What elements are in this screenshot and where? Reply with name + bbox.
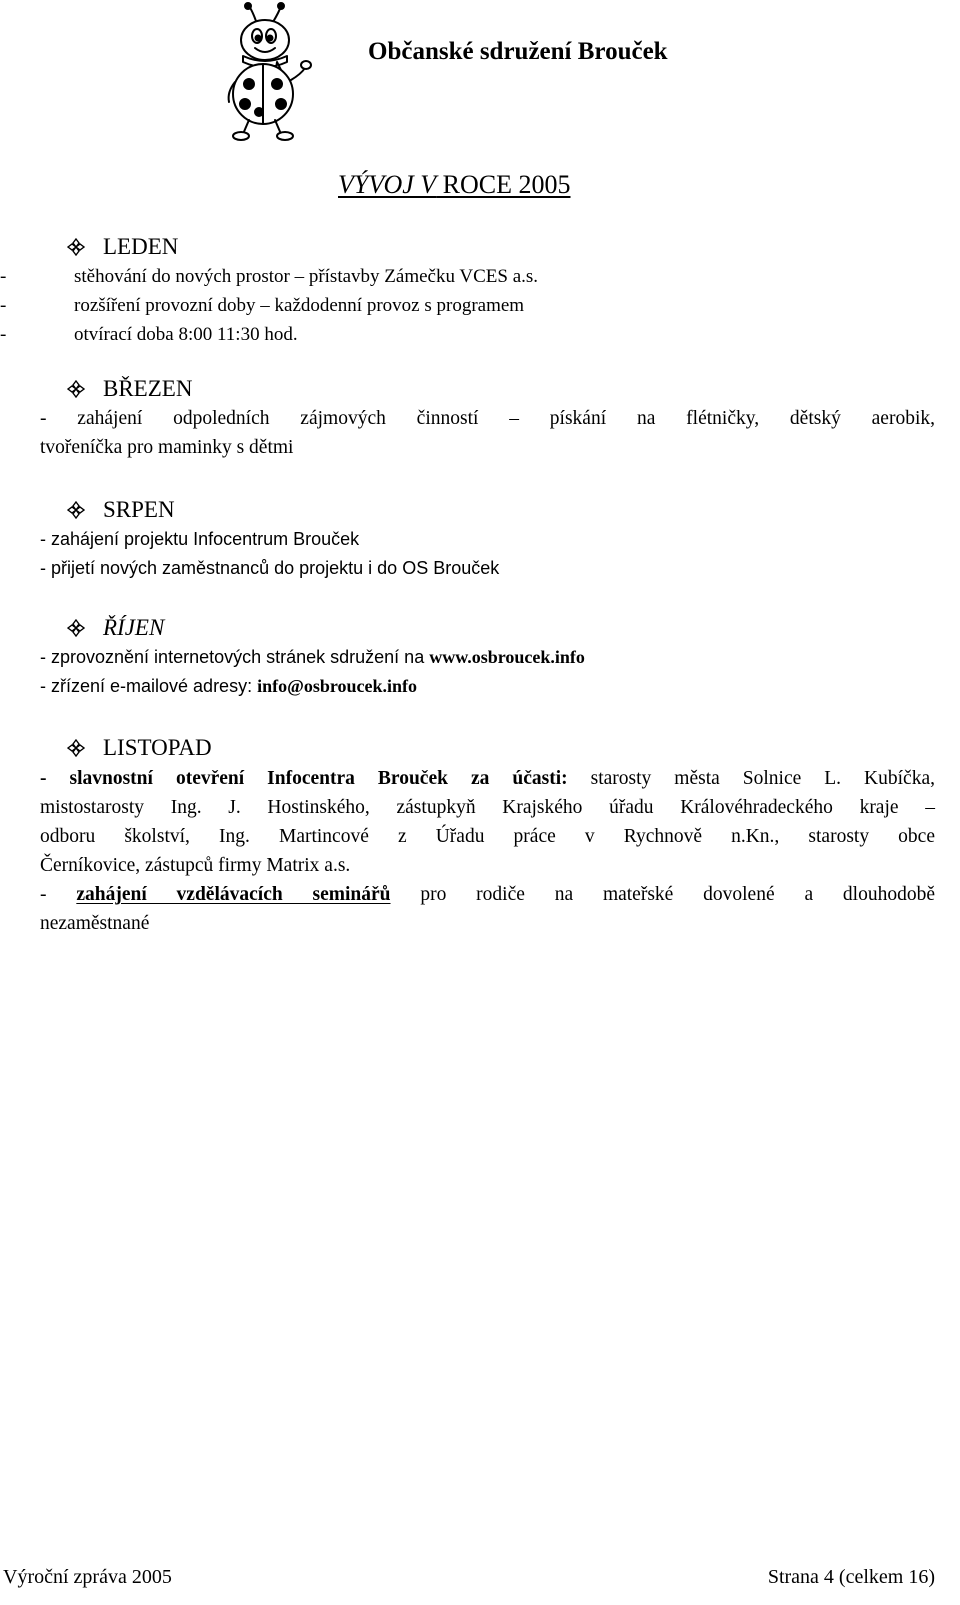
bold-phrase: zahájení vzdělávacích seminářů	[76, 884, 391, 905]
section-heading-srpen	[40, 495, 935, 525]
footer-report-title: Výroční zpráva 2005	[3, 1566, 172, 1588]
list-item	[40, 643, 935, 672]
organization-title: Občanské sdružení Brouček	[368, 38, 668, 65]
paragraph-line: Černíkovice, zástupců firmy Matrix a.s.	[40, 855, 351, 876]
paragraph-line	[40, 764, 935, 793]
diamond-bullet-icon	[67, 380, 85, 398]
page-title	[338, 170, 571, 200]
section-title: LISTOPAD	[103, 735, 212, 760]
list-item-text: - zřízení e-mailové adresy:	[40, 676, 258, 696]
section-title: LEDEN	[103, 234, 179, 259]
page-title-italic: VÝVOJ V	[338, 170, 437, 199]
list-item-text: otvírací doba 8:00 11:30 hod.	[74, 324, 298, 345]
dash: -	[40, 884, 77, 905]
list-item: - otvírací doba 8:00 11:30 hod.	[0, 324, 298, 345]
website-link: www.osbroucek.info	[429, 647, 585, 667]
paragraph-text: pro rodiče na mateřské dovolené a dlouhodobě	[390, 884, 935, 905]
section-listopad	[40, 733, 935, 938]
section-title: BŘEZEN	[103, 376, 193, 401]
diamond-bullet-icon	[67, 501, 85, 519]
diamond-bullet-icon	[67, 619, 85, 637]
section-srpen	[40, 495, 935, 583]
page-title-plain: ROCE 2005	[436, 170, 571, 199]
list-item: - stěhování do nových prostor – přístavby Zámečku VCES a.s.	[0, 266, 539, 287]
diamond-bullet-icon	[67, 739, 85, 757]
list-item	[40, 672, 935, 701]
section-brezen	[40, 374, 935, 462]
section-heading-listopad	[40, 733, 935, 763]
paragraph-text: starosty města Solnice L. Kubíčka,	[567, 768, 935, 789]
paragraph-line: odboru školství, Ing. Martincové z Úřadu práce v Rychnově n.Kn., starosty obce	[40, 826, 935, 847]
section-heading-brezen	[40, 374, 935, 404]
paragraph-line: - zahájení odpoledních zájmových činností – pískání na flétničky, dětský aerobik,	[40, 408, 935, 429]
list-item: - přijetí nových zaměstnanců do projektu i do OS Brouček	[40, 558, 500, 578]
section-rijen	[40, 613, 935, 701]
section-heading-leden	[40, 232, 935, 262]
section-leden	[0, 232, 935, 349]
paragraph-line: tvořeníčka pro maminky s dětmi	[40, 437, 294, 458]
section-heading-rijen	[40, 613, 935, 643]
paragraph-line	[40, 880, 935, 909]
list-item: - rozšíření provozní doby – každodenní provoz s programem	[0, 295, 525, 316]
list-item-text: - zprovoznění internetových stránek sdružení na	[40, 647, 430, 667]
ladybug-mascot-icon	[215, 2, 315, 142]
diamond-bullet-icon	[67, 238, 85, 256]
bold-phrase: - slavnostní otevření Infocentra Brouček za účasti:	[40, 768, 568, 789]
section-title: SRPEN	[103, 497, 175, 522]
list-item-text: stěhování do nových prostor – přístavby Zámečku VCES a.s.	[74, 266, 539, 287]
section-title: ŘÍJEN	[103, 615, 165, 640]
email-link: info@osbroucek.info	[257, 676, 418, 696]
paragraph-line: mistostarosty Ing. J. Hostinského, zástupkyň Krajského úřadu Královéhradeckého kraje –	[40, 797, 935, 818]
paragraph-line: nezaměstnané	[40, 913, 150, 934]
page-title-underlined	[338, 170, 571, 199]
list-item-text: rozšíření provozní doby – každodenní provoz s programem	[74, 295, 525, 316]
footer-page-number: Strana 4 (celkem 16)	[767, 1566, 935, 1588]
list-item: - zahájení projektu Infocentrum Brouček	[40, 529, 360, 549]
